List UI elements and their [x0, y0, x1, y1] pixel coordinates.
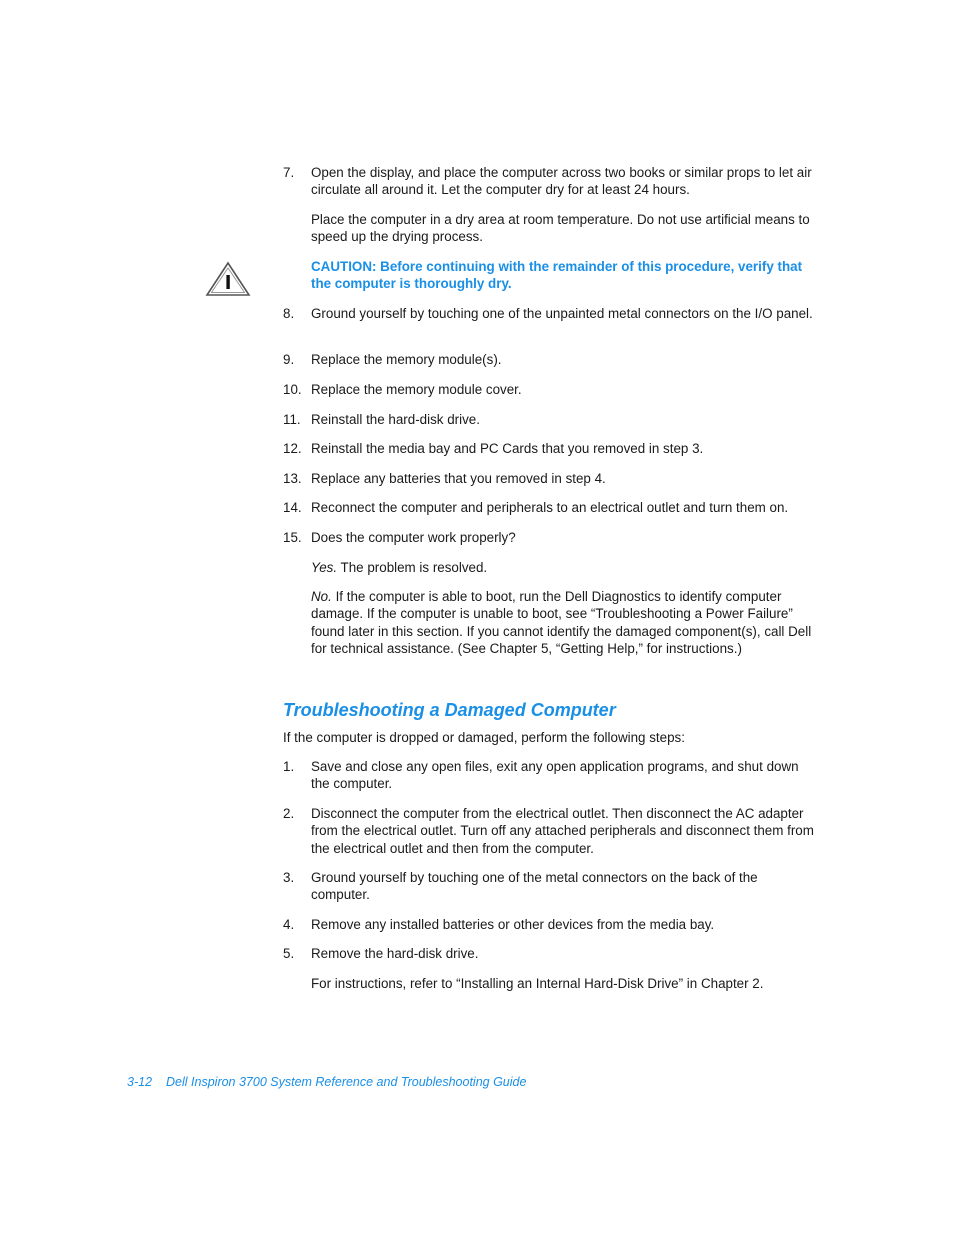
list-item-text: Ground yourself by touching one of the metal connectors on the back of the computer.: [311, 870, 758, 903]
list-item: [283, 499, 818, 516]
list-item: [283, 305, 818, 322]
list-item-number: 14.: [283, 500, 302, 515]
list-item-text: Replace any batteries that you removed in step 4.: [311, 471, 606, 486]
list-item-number: 3.: [283, 870, 295, 885]
list-item-text: Replace the memory module cover.: [311, 382, 522, 397]
list-item-number: 10.: [283, 382, 302, 397]
answer-yes-text: The problem is resolved.: [337, 560, 488, 575]
section-intro: If the computer is dropped or damaged, perform the following steps:: [283, 730, 685, 745]
answer-no-text: If the computer is able to boot, run the Dell Diagnostics to identify computer damage. If the computer is unable to boot, see “Troubleshooting a Power Failure” found later in this section. If you cannot identify the damaged component(s), call Dell for technical assistance. (See Chapter 5, “Getting Help,” for instructions.): [311, 589, 812, 656]
caution-text: CAUTION: Before continuing with the remainder of this procedure, verify that the computer is thoroughly dry.: [311, 259, 803, 292]
step-note: Place the computer in a dry area at room temperature. Do not use artificial means to speed up the drying process.: [311, 212, 810, 245]
list-item-number: 4.: [283, 917, 295, 932]
list-item-text: Does the computer work properly?: [311, 530, 516, 545]
list-item: [283, 351, 818, 368]
answer-no: [311, 588, 821, 657]
caution-triangle-icon: [205, 261, 251, 297]
answer-yes-label: Yes.: [311, 560, 338, 575]
list-item: [283, 869, 818, 904]
list-item-number: 11.: [283, 412, 301, 427]
step-note: For instructions, refer to “Installing an Internal Hard-Disk Drive” in Chapter 2.: [311, 976, 764, 991]
section-heading: Troubleshooting a Damaged Computer: [283, 700, 616, 720]
list-item: [283, 758, 818, 793]
list-item: [283, 945, 818, 962]
list-item: [283, 164, 818, 199]
list-item-number: 8.: [283, 306, 295, 321]
list-item: [283, 916, 818, 933]
list-item-text: Disconnect the computer from the electrical outlet. Then disconnect the AC adapter from the electrical outlet. Turn off any attached peripherals and disconnect them from the electrical outlet and then from the computer.: [311, 806, 814, 856]
list-item-number: 15.: [283, 530, 302, 545]
list-item: [283, 440, 818, 457]
list-item-number: 13.: [283, 471, 302, 486]
list-item: [283, 381, 818, 398]
list-item-text: Reinstall the media bay and PC Cards that you removed in step 3.: [311, 441, 704, 456]
page-number: 3-12: [127, 1075, 153, 1089]
list-item-number: 5.: [283, 946, 295, 961]
list-item: [283, 805, 818, 857]
list-item-text: Reinstall the hard-disk drive.: [311, 412, 480, 427]
list-item-number: 9.: [283, 352, 295, 367]
list-item-text: Open the display, and place the computer across two books or similar props to let air circulate all around it. Let the computer dry for at least 24 hours.: [311, 165, 812, 198]
list-item-number: 7.: [283, 165, 295, 180]
list-item-text: Ground yourself by touching one of the unpainted metal connectors on the I/O panel.: [311, 306, 813, 321]
list-item-text: Remove the hard-disk drive.: [311, 946, 479, 961]
list-item-text: Reconnect the computer and peripherals to an electrical outlet and turn them on.: [311, 500, 789, 515]
list-item-number: 12.: [283, 441, 302, 456]
list-item-text: Remove any installed batteries or other devices from the media bay.: [311, 917, 715, 932]
list-item: [283, 470, 818, 487]
list-item: [283, 411, 818, 428]
answer-yes: [311, 559, 821, 576]
answer-no-label: No.: [311, 589, 332, 604]
list-item-text: Replace the memory module(s).: [311, 352, 502, 367]
page-footer: [127, 1075, 526, 1089]
list-item: [283, 529, 818, 546]
list-item-text: Save and close any open files, exit any open application programs, and shut down the computer.: [311, 759, 799, 792]
footer-title: Dell Inspiron 3700 System Reference and Troubleshooting Guide: [166, 1075, 527, 1089]
list-item-number: 1.: [283, 759, 295, 774]
list-item-number: 2.: [283, 806, 295, 821]
